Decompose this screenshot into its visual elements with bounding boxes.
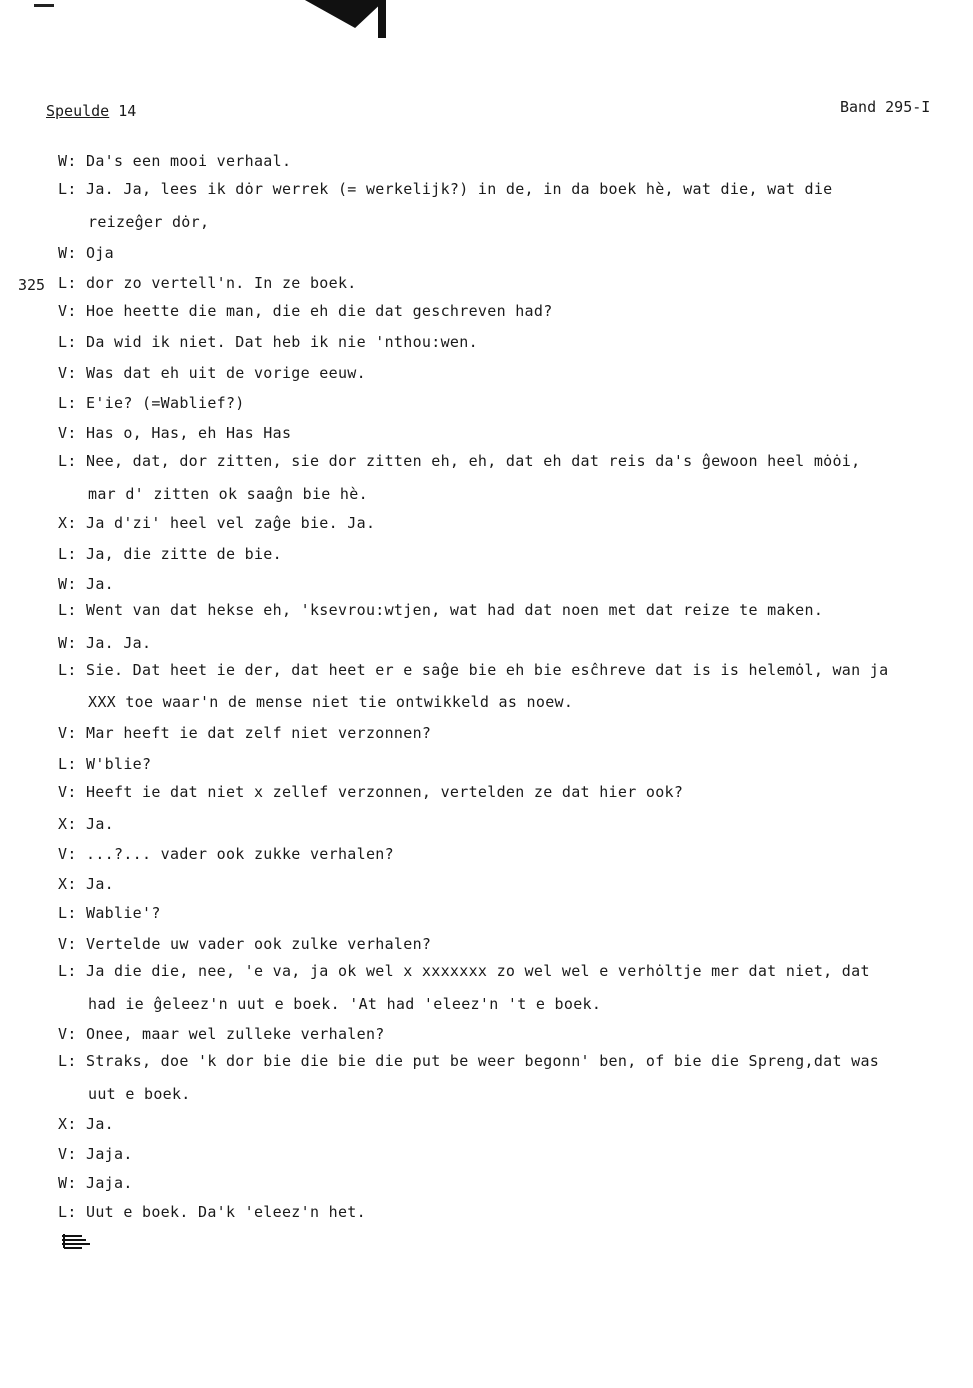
line-text: E'ie? (=Wablief?) [86,394,245,412]
line-text: Sie. Dat heet ie der, dat heet er e saĝe bie eh bie esĉhreve dat is is helemȯl, wan ja [86,661,889,679]
transcript-line [58,514,375,532]
line-text: Oja [86,244,115,262]
ink-mark [34,4,54,7]
line-text: ...?... vader ook zukke verhalen? [86,845,394,863]
page-number: 14 [118,102,137,120]
speaker-label: L: [58,452,77,470]
line-text: Uut e boek. Da'k 'eleez'n het. [86,1203,366,1221]
transcript-line [58,875,114,893]
speaker-label: W: [58,244,77,262]
transcript-line [58,755,151,773]
line-text: Was dat eh uit de vorige eeuw. [86,364,366,382]
speaker-label: L: [58,601,77,619]
page-header-left [46,102,136,120]
line-text: W'blie? [86,755,152,773]
transcript-line [58,904,161,922]
speaker-label: L: [58,394,77,412]
transcript-line [88,995,601,1013]
transcript-line [58,180,832,198]
speaker-label: X: [58,815,77,833]
line-text: Jaja. [86,1174,133,1192]
line-text: Wablie'? [86,904,161,922]
transcript-line [58,1174,133,1192]
line-text: Da wid ik niet. Dat heb ik nie 'nthou:wen. [86,333,478,351]
transcript-line [58,302,553,320]
transcript-line [58,1052,879,1070]
transcript-line [58,274,357,292]
line-text: XXX toe waar'n de mense niet tie ontwikkeld as noew. [88,693,574,711]
line-text: Ja. [86,1115,115,1133]
speaker-label: W: [58,634,77,652]
speaker-label: X: [58,514,77,532]
line-text: uut e boek. [88,1085,191,1103]
speaker-label: X: [58,1115,77,1133]
speaker-label: V: [58,935,77,953]
transcript-line [58,575,114,593]
line-text: Ja. [86,815,115,833]
transcript-line [88,213,209,231]
line-text: Mar heeft ie dat zelf niet verzonnen? [86,724,432,742]
speaker-label: W: [58,1174,77,1192]
speaker-label: L: [58,545,77,563]
transcript-line [58,152,291,170]
speaker-label: V: [58,424,77,442]
line-text: Ja d'zi' heel vel zaĝe bie. Ja. [86,514,376,532]
speaker-label: L: [58,274,77,292]
speaker-label: W: [58,575,77,593]
line-text: mar d' zitten ok saaĝn bie hè. [88,485,368,503]
speaker-label: X: [58,875,77,893]
speaker-label: V: [58,845,77,863]
line-text: Ja. Ja. [86,634,152,652]
speaker-label: L: [58,904,77,922]
line-text: Ja, die zitte de bie. [86,545,282,563]
speaker-label: L: [58,755,77,773]
speaker-label: L: [58,1203,77,1221]
speaker-label: L: [58,1052,77,1070]
transcript-line [58,845,394,863]
transcript-line [58,364,366,382]
punch-mark-stem [378,0,386,38]
transcript-line [58,1025,385,1043]
line-text: Hoe heette die man, die eh die dat geschreven had? [86,302,553,320]
speaker-label: W: [58,152,77,170]
speaker-label: V: [58,364,77,382]
transcript-line [58,333,478,351]
speaker-label: V: [58,783,77,801]
line-text: Vertelde uw vader ook zulke verhalen? [86,935,432,953]
speaker-label: L: [58,962,77,980]
speaker-label: L: [58,661,77,679]
line-text: Nee, dat, dor zitten, sie dor zitten eh, eh, dat eh dat reis da's ĝewoon heel mȯȯi, [86,452,861,470]
transcript-line [58,962,870,980]
speaker-label: V: [58,724,77,742]
document-title: Speulde [46,102,110,120]
transcript-line [88,485,368,503]
line-text: Jaja. [86,1145,133,1163]
speaker-label: V: [58,1145,77,1163]
transcript-line [58,634,151,652]
speaker-label: L: [58,180,77,198]
transcript-line [58,724,431,742]
transcript-line [58,244,114,262]
line-text: Ja. Ja, lees ik dȯr werrek (= werkelijk?) in de, in da boek hè, wat die, wat die [86,180,833,198]
transcript-line [58,452,860,470]
transcript-line [58,545,282,563]
line-text: Has o, Has, eh Has Has [86,424,292,442]
line-text: dor zo vertell'n. In ze boek. [86,274,357,292]
margin-line-number: 325 [18,276,46,294]
line-text: Straks, doe 'k dor bie die bie die put be weer begonn' ben, of bie die Spreng,dat was [86,1052,880,1070]
line-text: Ja die die, nee, 'e va, ja ok wel x xxxxxxx zo wel wel e verhȯltje mer dat niet, dat [86,962,870,980]
line-text: Onee, maar wel zulleke verhalen? [86,1025,385,1043]
transcript-line [58,935,431,953]
line-text: Went van dat hekse eh, 'ksevrou:wtjen, wat had dat noen met dat reize te maken. [86,601,824,619]
line-text: Heeft ie dat niet x zellef verzonnen, vertelden ze dat hier ook? [86,783,684,801]
transcript-line [88,693,573,711]
transcript-line [58,1115,114,1133]
transcript-line [58,601,823,619]
speaker-label: L: [58,333,77,351]
transcript-line [58,394,245,412]
line-text: reizeĝer dȯr, [88,213,210,231]
speaker-label: V: [58,302,77,320]
transcript-line [58,1203,366,1221]
scribble-mark [60,1232,92,1250]
transcript-line [88,1085,191,1103]
speaker-label: V: [58,1025,77,1043]
transcript-line [58,815,114,833]
transcript-line [58,661,888,679]
band-label: Band 295-I [840,98,931,116]
line-text: Ja. [86,875,115,893]
transcript-line [58,783,683,801]
line-text: Da's een mooi verhaal. [86,152,292,170]
line-text: had ie ĝeleez'n uut e boek. 'At had 'eleez'n 't e boek. [88,995,602,1013]
transcript-line [58,1145,133,1163]
line-text: Ja. [86,575,115,593]
transcript-line [58,424,291,442]
